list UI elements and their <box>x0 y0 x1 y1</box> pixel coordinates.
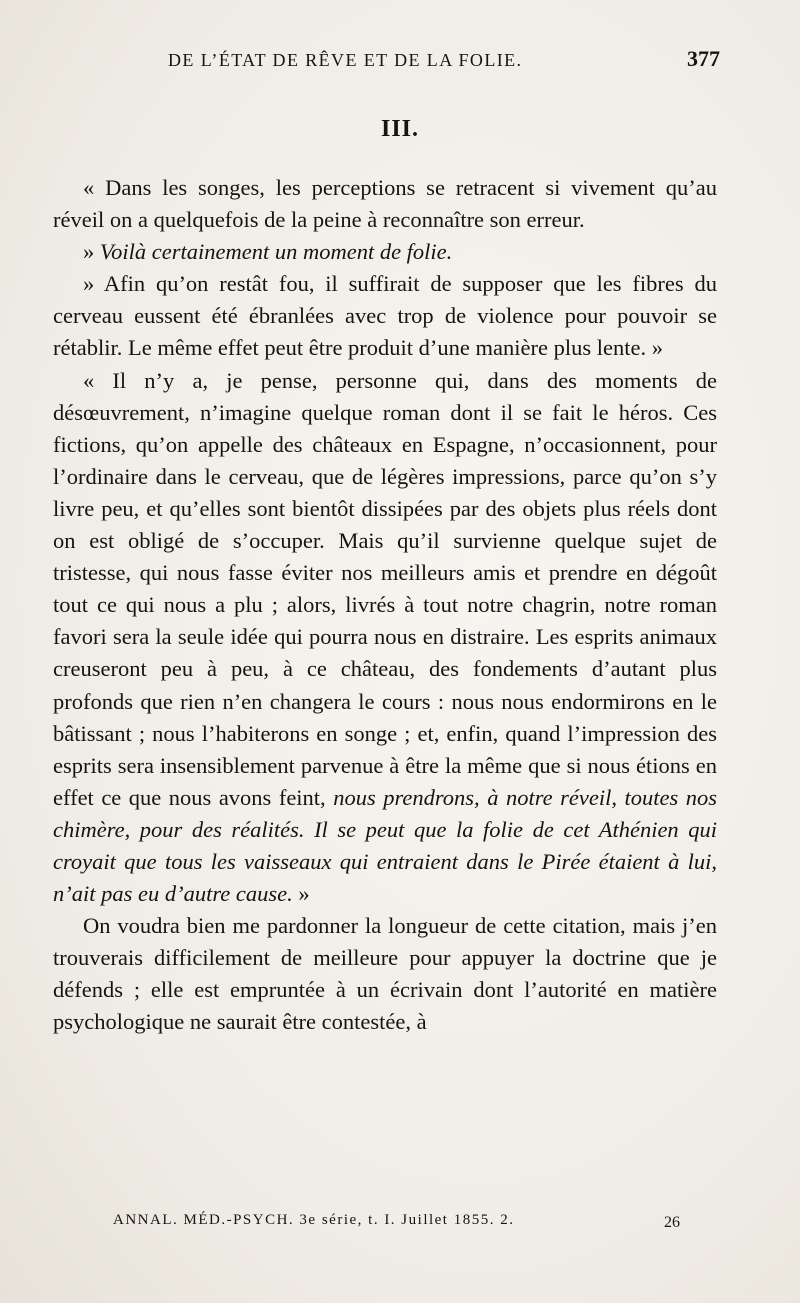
body-text <box>53 172 717 1039</box>
footer-sheet-number: 26 <box>664 1214 680 1231</box>
running-title: DE L’ÉTAT DE RÊVE ET DE LA FOLIE. <box>168 50 523 70</box>
paragraph-2 <box>53 236 717 268</box>
running-head <box>168 44 720 74</box>
paragraph-4 <box>53 365 717 911</box>
page-number: 377 <box>687 46 720 71</box>
paragraph-4-close-quote: » <box>292 881 310 907</box>
footer-signature-line: ANNAL. MÉD.-PSYCH. 3e série, t. I. Juillet 1855. 2. <box>113 1212 515 1228</box>
paragraph-3: » Afin qu’on restât fou, il suffirait de supposer que les fibres du cerveau eussent été ébranlées avec trop de violence pour pouvoir se rétablir. Le même effet peut être produit d’une manière plus lente. » <box>53 271 717 361</box>
paragraph-2-italic: Voilà certainement un moment de folie. <box>99 239 453 265</box>
paragraph-4-roman: « Il n’y a, je pense, personne qui, dans des moments de désœuvrement, n’imagine quelque roman dont il se fait le héros. Ces fictions, qu’on appelle des châteaux en Espagne, n’occasionnent, pour l’ordinaire dans le cerveau, que de légères impressions, parce qu’on s’y livre peu, et qu’elles sont bientôt dissipées par des objets plus réels dont on est obligé de s’occuper. Mais qu’il survienne quelque sujet de tristesse, qui nous fasse éviter nos meilleurs amis et prendre en dégoût tout ce qui nous a plu ; alors, livrés à tout notre chagrin, notre roman favori sera la seule idée qui pourra nous en distraire. Les esprits animaux creuseront peu à peu, à ce château, des fondements d’autant plus profonds que rien n’en changera le cours : nous nous endormirons en le bâtissant ; nous l’habiterons en songe ; et, enfin, quand l’impression des esprits sera insensiblement parvenue à être la même que si nous étions en effet ce que nous avons feint, <box>53 367 717 810</box>
paragraph-1: « Dans les songes, les perceptions se retracent si vivement qu’au réveil on a quelquefois de la peine à reconnaître son erreur. <box>53 175 717 233</box>
paragraph-4-italic: nous prendrons, à notre réveil, toutes nos chimère, pour des réalités. Il se peut que la folie de cet Athénien qui croyait que tous les vaisseaux qui entraient dans le Pirée étaient à lui, n’ait pas eu d’autre cause. <box>53 784 717 907</box>
paragraph-5: On voudra bien me pardonner la longueur de cette citation, mais j’en trouverais difficilement de meilleure pour appuyer la doctrine que je défends ; elle est empruntée à un écrivain dont l’autorité en matière psychologique ne saurait être contestée, à <box>53 913 717 1035</box>
paragraph-2-quote-mark: » <box>83 239 100 265</box>
section-heading: III. <box>380 116 420 142</box>
